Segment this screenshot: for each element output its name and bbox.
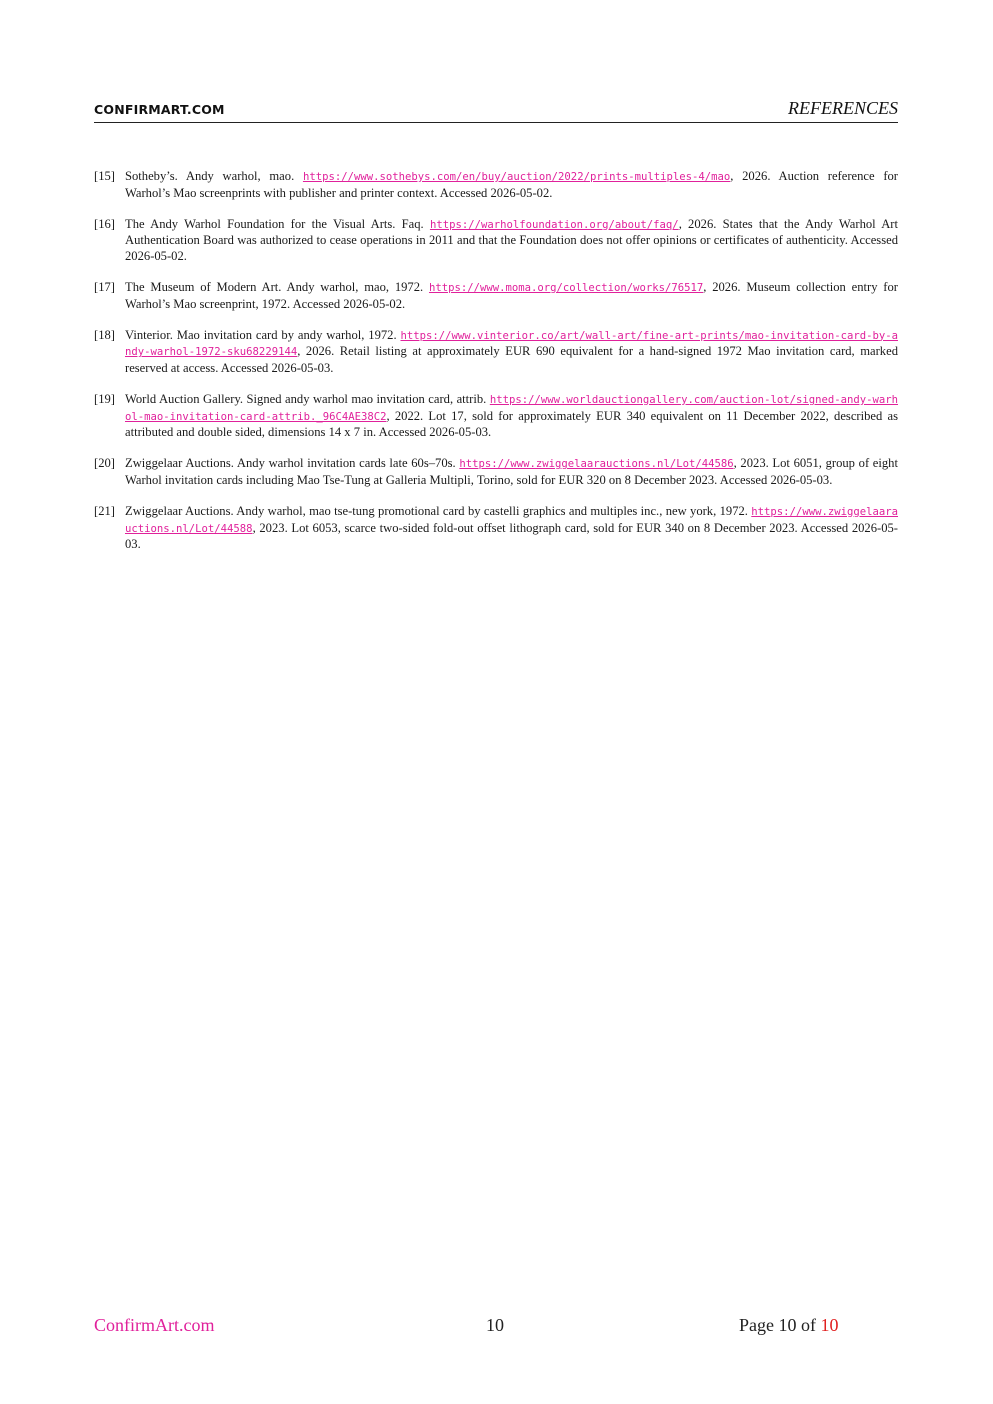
reference-number: [15] xyxy=(94,169,115,183)
reference-link[interactable]: https://www.zwiggelaarauctions.nl/Lot/44588 xyxy=(125,505,898,535)
reference-number: [16] xyxy=(94,216,115,231)
reference-number: [20] xyxy=(94,456,115,471)
reference-link[interactable]: https://www.moma.org/collection/works/76517 xyxy=(428,281,704,294)
reference-item xyxy=(94,392,898,441)
reference-text: Zwiggelaar Auctions. Andy warhol, mao tse-tung promotional card by castelli graphics and multiples inc., new york, 1972. xyxy=(125,503,748,518)
reference-text: The Andy Warhol Foundation for the Visual Arts. Faq. xyxy=(125,216,424,231)
reference-text: The Museum of Modern Art. Andy warhol, mao, 1972. xyxy=(125,279,424,294)
reference-number: [17] xyxy=(94,279,115,294)
reference-link[interactable]: https://www.sothebys.com/en/buy/auction/2022/prints-multiples-4/mao xyxy=(302,171,731,183)
footer-page-total: 10 xyxy=(820,1315,839,1335)
reference-item xyxy=(94,217,898,265)
reference-details: , 2023. Lot 6053, scarce two-sided fold-out offset lithograph card, sold for EUR 340 on 8 December 2023. Accessed 2026-05-03. xyxy=(125,520,898,552)
page-footer xyxy=(94,1315,898,1339)
reference-number: [21] xyxy=(94,503,115,518)
reference-details: , 2026. Auction reference for Warhol’s Mao screenprints with publisher and printer context. Accessed 2026-05-02. xyxy=(125,169,898,200)
footer-page-indicator xyxy=(739,1315,838,1336)
footer-page-label: Page 10 of xyxy=(739,1315,816,1335)
reference-item xyxy=(94,280,898,312)
reference-text: Sotheby’s. Andy warhol, mao. xyxy=(125,169,295,183)
reference-details: , 2026. States that the Andy Warhol Art Authentication Board was authorized to cease operations in 2011 and that the Foundation does not offer opinions or certificates of authenticity. Accessed 2026-05-02. xyxy=(125,216,898,263)
section-title: REFERENCES xyxy=(788,98,898,118)
reference-link[interactable]: https://www.zwiggelaarauctions.nl/Lot/44586 xyxy=(459,458,734,471)
reference-item xyxy=(94,169,898,201)
reference-details: , 2026. Retail listing at approximately EUR 690 equivalent for a hand-signed 1972 Mao invitation card, marked reserved at access. Accessed 2026-05-03. xyxy=(125,344,898,375)
reference-link[interactable]: https://www.worldauctiongallery.com/auction-lot/signed-andy-warhol-mao-invitation-card-attrib._96C4AE38C2 xyxy=(125,393,899,423)
reference-text: Vinterior. Mao invitation card by andy warhol, 1972. xyxy=(125,327,397,342)
reference-item xyxy=(94,456,898,488)
reference-text: World Auction Gallery. Signed andy warhol mao invitation card, attrib. xyxy=(125,391,487,406)
reference-number: [18] xyxy=(94,327,115,342)
reference-details: , 2022. Lot 17, sold for approximately EUR 340 equivalent on 11 December 2022, described as attributed and double sided, dimensions 14 x 7 in. Accessed 2026-05-03. xyxy=(125,408,898,440)
reference-link[interactable]: https://warholfoundation.org/about/faq/ xyxy=(429,218,679,231)
reference-list xyxy=(94,169,898,568)
page-header xyxy=(94,98,898,123)
reference-item xyxy=(94,328,898,377)
reference-number: [19] xyxy=(94,391,115,406)
reference-details: , 2023. Lot 6051, group of eight Warhol invitation cards including Mao Tse-Tung at Galleria Multipli, Torino, sold for EUR 320 on 8 December 2023. Accessed 2026-05-03. xyxy=(125,456,898,487)
site-logo: CONFIRMART.COM xyxy=(94,102,225,117)
reference-details: , 2026. Museum collection entry for Warhol’s Mao screenprint, 1972. Accessed 2026-05-02. xyxy=(125,279,898,311)
reference-text: Zwiggelaar Auctions. Andy warhol invitation cards late 60s–70s. xyxy=(125,456,456,471)
reference-item xyxy=(94,504,898,553)
footer-page-number: 10 xyxy=(486,1315,504,1335)
footer-brand-link[interactable]: ConfirmArt.com xyxy=(94,1315,215,1335)
reference-link[interactable]: https://www.vinterior.co/art/wall-art/fine-art-prints/mao-invitation-card-by-andy-warhol-1972-sku68229144 xyxy=(125,329,898,359)
